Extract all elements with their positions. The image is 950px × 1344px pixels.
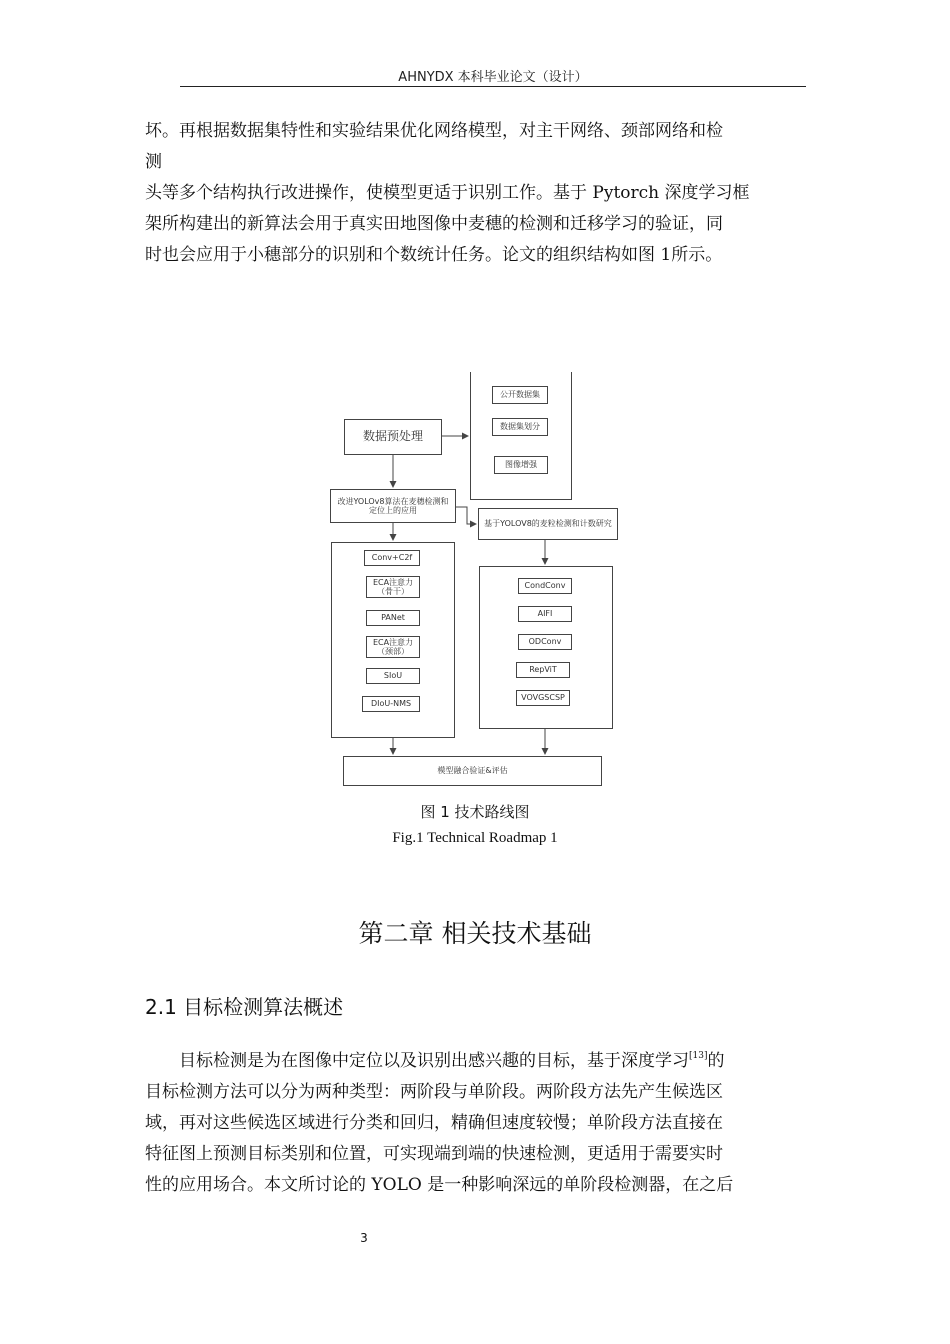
- body-line: 域，再对这些候选区域进行分类和回归，精确但速度较慢；单阶段方法直接在: [145, 1113, 723, 1133]
- body-text: 的: [707, 1051, 725, 1071]
- left-title-box: 改进YOLOv8算法在麦穗检测和定位上的应用: [330, 489, 456, 523]
- arrow-to-right-title: [456, 507, 476, 524]
- bottom-eval-box: 模型融合验证&评估: [343, 756, 602, 786]
- running-header: AHNYDX 本科毕业论文（设计）: [398, 70, 588, 85]
- left-item: SIoU: [366, 668, 420, 684]
- page-number: 3: [360, 1231, 368, 1245]
- citation: [13]: [689, 1051, 708, 1061]
- dataset-item: 图像增强: [494, 456, 548, 474]
- body-first-line: [145, 1041, 810, 1077]
- right-title-box: 基于YOLOV8的麦粒检测和计数研究: [478, 508, 618, 540]
- intro-line: 坏。再根据数据集特性和实验结果优化网络模型，对主干网络、颈部网络和检: [145, 121, 723, 141]
- dataset-item: 公开数据集: [492, 386, 548, 404]
- right-item: CondConv: [518, 578, 572, 594]
- chapter-title: 第二章 相关技术基础: [358, 919, 592, 948]
- intro-line: 头等多个结构执行改进操作，使模型更适于识别工作。基于 Pytorch 深度学习框: [145, 183, 750, 203]
- section-title: 2.1 目标检测算法概述: [145, 995, 344, 1019]
- intro-line: 时也会应用于小穗部分的识别和个数统计任务。论文的组织结构如图 1所示。: [145, 245, 723, 265]
- body-paragraph: [145, 1041, 810, 1201]
- technical-roadmap-diagram: [330, 372, 620, 790]
- left-item: PANet: [366, 610, 420, 626]
- figure-caption-en: Fig.1 Technical Roadmap 1: [392, 830, 558, 846]
- left-item: DIoU-NMS: [362, 696, 420, 712]
- left-item: Conv+C2f: [364, 550, 420, 566]
- right-item: RepViT: [516, 662, 570, 678]
- header-rule: [180, 86, 806, 87]
- dataset-item: 数据集划分: [492, 418, 548, 436]
- right-item: ODConv: [518, 634, 572, 650]
- intro-line: 测: [145, 152, 162, 172]
- preprocess-box: 数据预处理: [344, 419, 442, 455]
- left-item: ECA注意力（颈部）: [366, 636, 420, 658]
- body-line: 目标检测方法可以分为两种类型：两阶段与单阶段。两阶段方法先产生候选区: [145, 1082, 723, 1102]
- intro-line: 架所构建出的新算法会用于真实田地图像中麦穗的检测和迁移学习的验证，同: [145, 214, 723, 234]
- left-item: ECA注意力（骨干）: [366, 576, 420, 598]
- figure-caption-cn: 图 1 技术路线图: [420, 803, 530, 821]
- right-item: AIFI: [518, 606, 572, 622]
- body-line: 性的应用场合。本文所讨论的 YOLO 是一种影响深远的单阶段检测器，在之后: [145, 1175, 734, 1195]
- body-line: 特征图上预测目标类别和位置，可实现端到端的快速检测，更适用于需要实时: [145, 1144, 723, 1164]
- body-text: 目标检测是为在图像中定位以及识别出感兴趣的目标，基于深度学习: [179, 1051, 689, 1071]
- intro-paragraph: [145, 116, 810, 271]
- right-item: VOVGSCSP: [516, 690, 570, 706]
